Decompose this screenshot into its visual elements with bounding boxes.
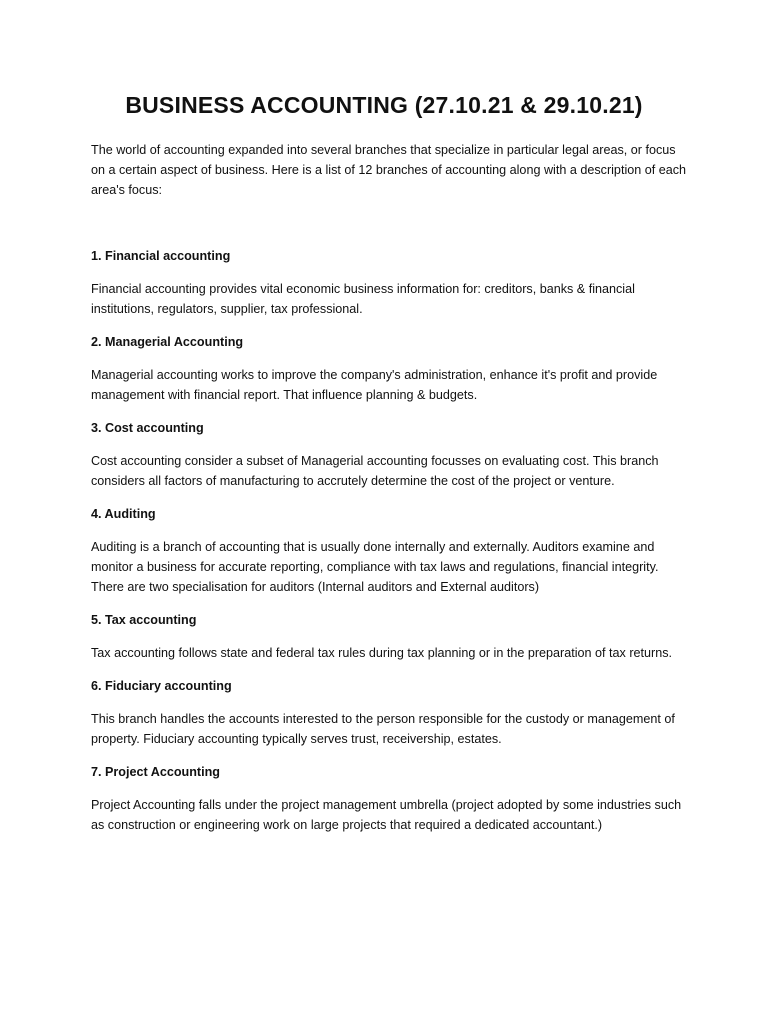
section-text: Project Accounting falls under the project management umbrella (project adopted by some industries such as construction or engineering work on large projects that required a dedicated accountant.): [91, 798, 682, 832]
section-project-accounting: [91, 762, 691, 835]
section-text: Tax accounting follows state and federal tax rules during tax planning or in the preparation of tax returns.: [91, 646, 673, 660]
section-auditing: [91, 504, 691, 597]
section-heading: 3. Cost accounting: [91, 421, 204, 435]
section-heading: 5. Tax accounting: [91, 613, 197, 627]
section-text: Cost accounting consider a subset of Managerial accounting focusses on evaluating cost. This branch considers all factors of manufacturing to accrutely determine the cost of the project or venture.: [91, 454, 659, 488]
section-text: Auditing is a branch of accounting that is usually done internally and externally. Auditors examine and monitor a business for accurate reporting, compliance with tax laws and regulations, financial integrity. There are two specialisation for auditors (Internal auditors and External auditors): [91, 540, 659, 594]
section-fiduciary-accounting: [91, 676, 691, 749]
section-heading: 4. Auditing: [91, 507, 156, 521]
intro-paragraph: The world of accounting expanded into several branches that specialize in particular legal areas, or focus on a certain aspect of business. Here is a list of 12 branches of accounting along with a description of each area's focus:: [91, 143, 687, 197]
section-tax-accounting: [91, 610, 691, 663]
section-heading: 7. Project Accounting: [91, 765, 220, 779]
section-financial-accounting: [91, 246, 691, 319]
section-text: Managerial accounting works to improve the company's administration, enhance it's profit and provide management with financial report. That influence planning & budgets.: [91, 368, 658, 402]
section-text: This branch handles the accounts interested to the person responsible for the custody or management of property. Fiduciary accounting typically serves trust, receivership, estates.: [91, 712, 675, 746]
page-title: BUSINESS ACCOUNTING (27.10.21 & 29.10.21): [125, 92, 643, 118]
section-heading: 6. Fiduciary accounting: [91, 679, 232, 693]
section-managerial-accounting: [91, 332, 691, 405]
section-text: Financial accounting provides vital economic business information for: creditors, banks & financial institutions, regulators, supplier, tax professional.: [91, 282, 635, 316]
section-heading: 2. Managerial Accounting: [91, 335, 244, 349]
document-body: [91, 140, 691, 848]
section-cost-accounting: [91, 418, 691, 491]
section-heading: 1. Financial accounting: [91, 249, 231, 263]
